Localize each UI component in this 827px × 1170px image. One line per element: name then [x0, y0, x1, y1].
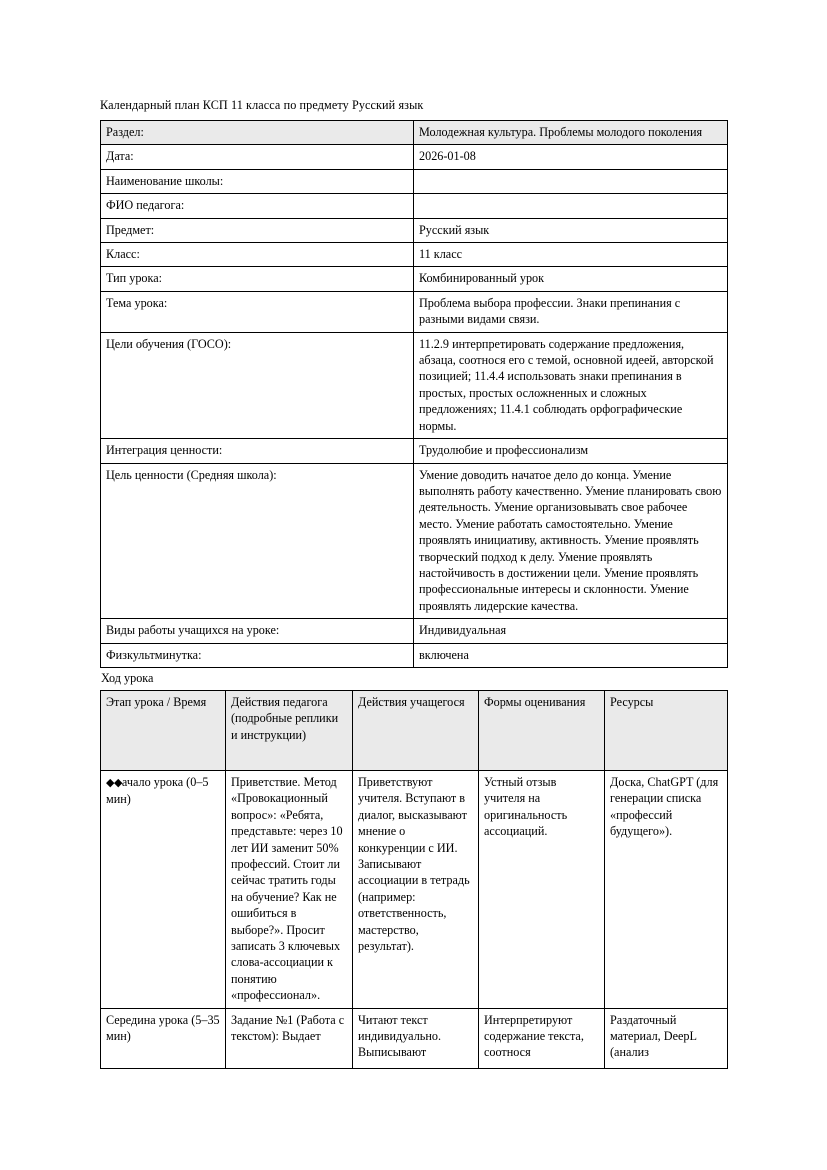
table-row	[101, 218, 728, 242]
info-label: Интеграция ценности:	[101, 439, 414, 463]
info-value: Трудолюбие и профессионализм	[414, 439, 728, 463]
column-header-assessment: Формы оценивания	[479, 690, 605, 770]
column-header-stage: Этап урока / Время	[101, 690, 226, 770]
cell-assessment: Интерпретируют содержание текста, соотнося	[479, 1008, 605, 1068]
info-value: Русский язык	[414, 218, 728, 242]
info-label: Предмет:	[101, 218, 414, 242]
lesson-flow-label: Ход урока	[101, 670, 154, 685]
cell-stage	[101, 770, 226, 1008]
lesson-info-body	[101, 121, 728, 668]
cell-stage: Середина урока (5–35 мин)	[101, 1008, 226, 1068]
table-row	[101, 463, 728, 619]
lesson-flow-table	[100, 690, 728, 1069]
info-label: ФИО педагога:	[101, 194, 414, 218]
table-row	[101, 194, 728, 218]
info-label: Физкультминутка:	[101, 643, 414, 667]
info-label: Цель ценности (Средняя школа):	[101, 463, 414, 619]
missing-glyph-icon: ◆◆	[106, 775, 122, 789]
cell-teacher-actions: Задание №1 (Работа с текстом): Выдает	[226, 1008, 353, 1068]
info-value: включена	[414, 643, 728, 667]
info-label: Раздел:	[101, 121, 414, 145]
info-label: Дата:	[101, 145, 414, 169]
info-value	[414, 194, 728, 218]
lesson-flow-body	[101, 770, 728, 1068]
info-value: 2026-01-08	[414, 145, 728, 169]
page-title: Календарный план КСП 11 класса по предмету Русский язык	[100, 98, 424, 112]
table-row	[101, 332, 728, 438]
info-label: Цели обучения (ГОСО):	[101, 332, 414, 438]
cell-resources: Доска, ChatGPT (для генерации списка «профессий будущего»).	[605, 770, 728, 1008]
info-value: 11.2.9 интерпретировать содержание предложения, абзаца, соотнося его с темой, основной идеей, авторской позицией; 11.4.4 использовать знаки препинания в простых, простых осложненных и сложных предложениях; 11.4.1 соблюдать орфографические нормы.	[414, 332, 728, 438]
info-value	[414, 169, 728, 193]
lesson-info-table	[100, 120, 728, 668]
table-row	[101, 439, 728, 463]
cell-resources: Раздаточный материал, DeepL (анализ	[605, 1008, 728, 1068]
info-value: Индивидуальная	[414, 619, 728, 643]
cell-student-actions: Приветствуют учителя. Вступают в диалог, высказывают мнение о конкуренции с ИИ. Записывают ассоциации в тетрадь (например: ответственность, мастерство, результат).	[353, 770, 479, 1008]
table-row	[101, 643, 728, 667]
info-value: Умение доводить начатое дело до конца. Умение выполнять работу качественно. Умение планировать свою деятельность. Умение организовывать свое рабочее место. Умение работать самостоятельно. Умение проявлять инициативу, активность. Умение проявлять творческий подход к делу. Умение проявлять настойчивость в достижении цели. Умение проявлять профессиональные интересы и склонности. Умение проявлять лидерские качества.	[414, 463, 728, 619]
cell-stage-text: ачало урока (0–5 мин)	[106, 774, 209, 807]
table-row	[101, 619, 728, 643]
cell-assessment: Устный отзыв учителя на оригинальность ассоциаций.	[479, 770, 605, 1008]
info-label: Виды работы учащихся на уроке:	[101, 619, 414, 643]
column-header-teacher-actions: Действия педагога (подробные реплики и инструкции)	[226, 690, 353, 770]
info-label: Класс:	[101, 243, 414, 267]
info-label: Тип урока:	[101, 267, 414, 291]
column-header-resources: Ресурсы	[605, 690, 728, 770]
table-row	[101, 291, 728, 332]
info-label: Тема урока:	[101, 291, 414, 332]
cell-teacher-actions: Приветствие. Метод «Провокационный вопрос»: «Ребята, представьте: через 10 лет ИИ заменит 50% профессий. Стоит ли сейчас тратить годы на обучение? Как не ошибиться в выборе?». Просит записать 3 ключевых слова-ассоциации к понятию «профессионал».	[226, 770, 353, 1008]
info-value: Молодежная культура. Проблемы молодого поколения	[414, 121, 728, 145]
table-header-row	[101, 690, 728, 770]
info-value: Комбинированный урок	[414, 267, 728, 291]
table-row	[101, 121, 728, 145]
info-value: Проблема выбора профессии. Знаки препинания с разными видами связи.	[414, 291, 728, 332]
table-row	[101, 169, 728, 193]
table-row	[101, 770, 728, 1008]
table-row	[101, 267, 728, 291]
table-row	[101, 243, 728, 267]
info-value: 11 класс	[414, 243, 728, 267]
table-row	[101, 1008, 728, 1068]
cell-student-actions: Читают текст индивидуально. Выписывают	[353, 1008, 479, 1068]
column-header-student-actions: Действия учащегося	[353, 690, 479, 770]
info-label: Наименование школы:	[101, 169, 414, 193]
lesson-flow-header	[101, 690, 728, 770]
table-row	[101, 145, 728, 169]
